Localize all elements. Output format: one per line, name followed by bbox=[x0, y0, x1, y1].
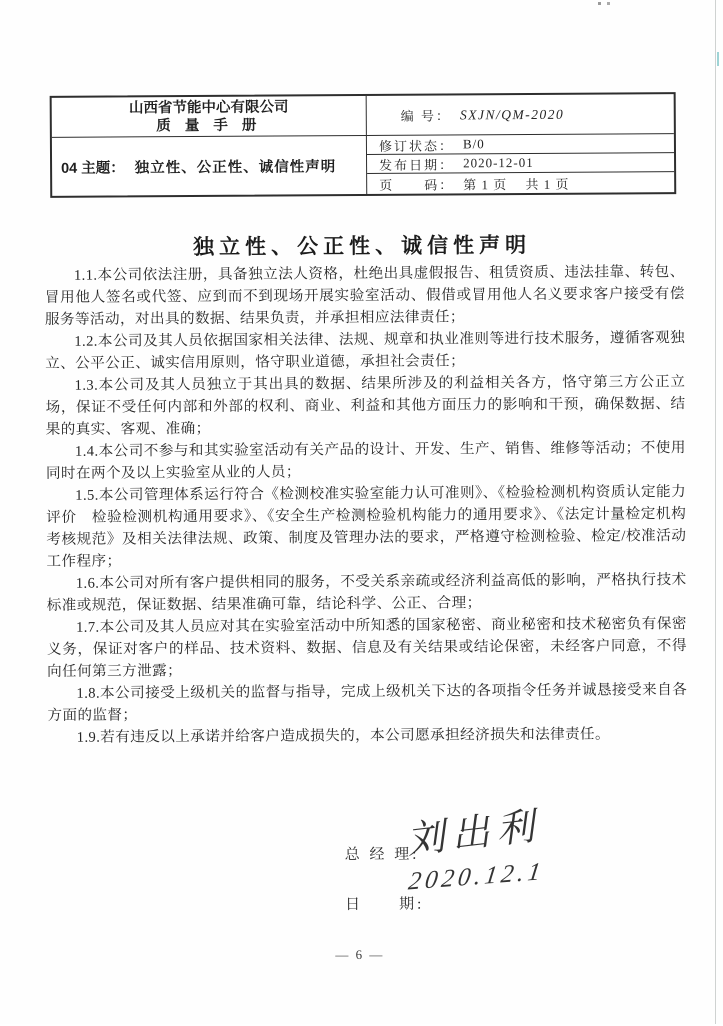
subject-value: 独立性、公正性、诚信性声明 bbox=[134, 158, 337, 176]
doc-number-row bbox=[367, 94, 674, 136]
scan-edge-tick bbox=[717, 52, 719, 66]
manual-name: 质 量 手 册 bbox=[156, 117, 262, 134]
scan-edge-line bbox=[715, 0, 716, 1024]
doc-number-value: SXJN/QM-2020 bbox=[459, 106, 565, 122]
revision-status-value: B/0 bbox=[462, 136, 485, 152]
page-number-value: 第 1 页 共 1 页 bbox=[463, 176, 570, 192]
declaration-paragraph-7: 1.7.本公司及其人员应对其在实验室活动中所知悉的国家秘密、商业秘密和技术秘密负有保密义务，保证对客户的样品、技术资料、数据、信息及有关结果或结论保密，未经客户同意，不得向任何第三方泄露； bbox=[46, 616, 688, 680]
revision-status-row bbox=[367, 134, 674, 155]
document-title: 独立性、公正性、诚信性声明 bbox=[193, 233, 532, 260]
declaration-paragraph-4: 1.4.本公司不参与和其实验室活动有关产品的设计、开发、生产、销售、维修等活动；不使用同时在两个及以上实验室从业的人员； bbox=[45, 440, 686, 482]
issue-date-label: 发布日期： bbox=[379, 156, 455, 173]
page-number-label: 页 码： bbox=[379, 176, 455, 193]
declaration-body bbox=[45, 261, 688, 749]
subject-label: 04 主题： bbox=[61, 159, 125, 177]
declaration-paragraph-6: 1.6.本公司对所有客户提供相同的服务，不受关系亲疏或经济利益高低的影响，严格执行技术标准或规范，保证数据、结果准确可靠，结论科学、公正、合理； bbox=[46, 572, 687, 614]
general-manager-label: 总 经 理: bbox=[344, 846, 420, 864]
signature-date-label: 日 期: bbox=[345, 896, 425, 914]
footer-page-number: — 6 — bbox=[335, 946, 385, 963]
header-subject-cell bbox=[52, 136, 367, 196]
page-number-row bbox=[367, 172, 674, 194]
issue-date-row bbox=[367, 153, 674, 174]
revision-status-label: 修订状态： bbox=[378, 137, 455, 154]
declaration-paragraph-2: 1.2.本公司及其人员依据国家相关法律、法规、规章和执业准则等进行技术服务，遵循客观独立、公平公正、诚实信用原则，恪守职业道德，承担社会责任； bbox=[45, 330, 686, 372]
header-table bbox=[50, 92, 677, 198]
company-name: 山西省节能中心有限公司 bbox=[128, 98, 289, 116]
declaration-paragraph-9: 1.9.若有违反以上承诺并给客户造成损失的，本公司愿承担经济损失和法律责任。 bbox=[76, 726, 611, 746]
header-company-cell bbox=[52, 96, 367, 138]
declaration-paragraph-8: 1.8.本公司接受上级机关的监督与指导，完成上级机关下达的各项指令任务并诚恳接受来自各方面的监督； bbox=[47, 682, 688, 724]
handwritten-date: 2020.12.1 bbox=[406, 857, 547, 896]
issue-date-value: 2020-12-01 bbox=[463, 154, 534, 171]
declaration-paragraph-3: 1.3.本公司及其人员独立于其出具的数据、结果所涉及的利益相关各方，恪守第三方公正立场，保证不受任何内部和外部的权利、商业、利益和其他方面压力的影响和干预，确保数据、结果的真实、客观、准确； bbox=[45, 374, 686, 438]
declaration-paragraph-1: 1.1.本公司依法注册，具备独立法人资格，杜绝出具虚假报告、租赁资质、违法挂靠、转包、冒用他人签名或代签、应到而不到现场开展实验室活动、假借或冒用他人名义要求客户接受有偿服务等活动，对出具的数据、结果负责，并承担相应法律责任； bbox=[44, 264, 685, 328]
declaration-paragraph-5: 1.5.本公司管理体系运行符合《检测校准实验室能力认可准则》、《检验检测机构资质认定能力评价 检验检测机构通用要求》、《安全生产检测检验机构能力的通用要求》、《法定计量检定机构考核规范》及相关法律法规、政策、制度及管理办法的要求，严格遵守检测检验、检定/校准活动工作程序； bbox=[46, 484, 687, 570]
doc-number-label: 编 号： bbox=[400, 108, 452, 124]
signature-date-row bbox=[322, 857, 547, 949]
general-manager-handwritten-signature: 刘出利 bbox=[407, 804, 547, 863]
scan-top-speck bbox=[598, 2, 614, 5]
